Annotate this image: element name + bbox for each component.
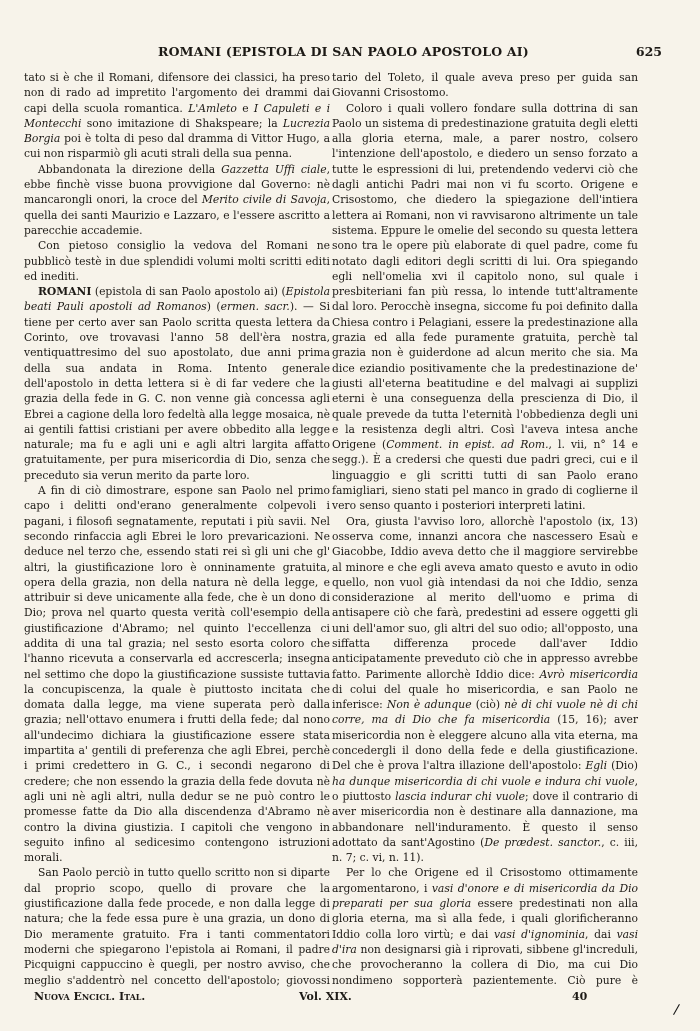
page-footer [24, 990, 624, 1006]
page-number: 625 [635, 44, 662, 59]
entry-headword: ROMANI [38, 285, 92, 299]
paragraph: tario del Toleto, il quale aveva preso per guida san Giovanni Crisostomo. [332, 71, 638, 100]
paragraph: Abbandonata la direzione della Gazzetta Uffi ciale, ebbe finchè visse buona provvigione dal Governo: nè mancarongli onori, la croce del Merito civile di Savoja, quella dei santi Maurizio e Lazzaro, e l'essere ascritto a parecchie accademie. [24, 162, 330, 237]
header-title: ROMANI (EPISTOLA DI SAN PAOLO APOSTOLO AI) [158, 44, 529, 59]
left-column [24, 70, 330, 988]
paragraph: A fin di ciò dimostrare, espone san Paolo nel primo capo i delitti ond'erano generalmente colpevoli i pagani, i filosofi segnatamente, reputati i più savii. Nel secondo rinfaccia agli Ebrei le loro prevaricazioni. Ne deduce nel terzo che, essendo stati rei sì gli uni che gl' altri, la giustificazione loro è onninamente gratuita, opera della grazia, non della natura nè della legge, e attribuir si deve unicamente alla fede, che è un dono di Dio; prova nel quarto questa verità coll'esempio della giustificazione d'Abramo; nel quinto l'eccellenza ci addita di una tal grazia; nel sesto esorta coloro che l'hanno ricevuta a conservarla ed accrescerla; insegna nel settimo che dopo la giustificazione sussiste tuttavia la concupiscenza, la quale è piuttosto incitata che domata dalla legge, ma viene superata però dalla grazia; nell'ottavo enumera i frutti della fede; dal nono all'undecimo dichiara la giustificazione essere stata impartita a' gentili di preferenza che agli Ebrei, perchè i primi credettero in G. C., i secondi negarono di credere; che non essendo la grazia della fede dovuta nè agli uni nè agli altri, nulla dedur se ne può contro le promesse fatte da Dio alla discendenza d'Abramo nè contro la divina giustizia. I capitoli che vengono in seguito infino al sedicesimo contengono istruzioni morali. [24, 484, 330, 865]
paragraph: San Paolo perciò in tutto quello scritto non si diparte dal proprio scopo, quello di provare che la giustificazione dalla fede procede, e non dalla legge di natura; che la fede essa pure è una grazia, un dono di Dio meramente gratuito. Fra i tanti commentatori moderni che spiegarono l'epistola ai Romani, il padre Picquigni cappuccino è quegli, per nostro avviso, che meglio s'addentrò nel concetto dell'apostolo; giovossi [24, 866, 330, 987]
paragraph: Ora, giusta l'avviso loro, allorchè l'apostolo (ix, 13) osserva come, innanzi ancora che nascessero Esaù e Giacobbe, Iddio aveva detto che il maggiore servirebbe al minore e che egli aveva amato questo e avuto in odio quello, non vuol già intendasi da noi che Iddio, senza considerazione al merito dell'uomo e prima di antisapere ciò che farà, predestini ad essere oggetti gli uni dell'amor suo, gli altri del suo odio; all'opposto, una siffatta differenza procede dall'aver Iddio anticipatamente preveduto ciò che in appresso avrebbe fatto. Parimente allorchè Iddio dice: Avrò misericordia di colui del quale ho misericordia, e san Paolo ne inferisce: Non è adunque (ciò) nè di chi vuole nè di chi corre, ma di Dio che fa misericordia (15, 16); aver misericordia non è eleggere alcuno alla vita eterna, ma concedergli il dono della fede e della giustificazione. Del che è prova l'altra illazione dell'apostolo: Egli (Dio) ha dunque misericordia di chi vuole e indura chi vuole, o piuttosto lascia indurar chi vuole; dove il contrario di aver misericordia non è destinare alla dannazione, ma abbandonare nell'induramento. È questo il senso adottato da sant'Agostino (De prædest. sanctor., c. iii, n. 7; c. vi, n. 11). [332, 514, 638, 865]
paragraph: Per lo che Origene ed il Crisostomo ottimamente argomentarono, i vasi d'onore e di misericordia da Dio preparati per sua gloria essere predestinati non alla gloria eterna, ma sì alla fede, i quali glorificheranno Iddio colla loro virtù; e dai vasi d'ignominia, dai vasi d'ira non designarsi già i riprovati, sibbene gl'increduli, che provocheranno la collera di Dio, ma cui Dio nondimeno sopporterà pazientemente. Ciò pure è [332, 866, 638, 987]
paragraph: Con pietoso consiglio la vedova del Romani ne pubblicò testè in due splendidi volumi molti scritti editi ed inediti. [24, 239, 330, 283]
entry-heading-paragraph: ROMANI (epistola di san Paolo apostolo ai) (Epistola beati Pauli apostoli ad Romanos) (ermen. sacr.). — Si tiene per certo aver san Paolo scritta questa lettera da Corinto, ove trovavasi l'anno 58 dell'èra nostra, ventiquattresimo del suo apostolato, due anni prima della sua andata in Roma. Intento generale dell'apostolo in detta lettera si è di far vedere che la grazia della fede in G. C. non venne già concessa agli Ebrei a cagione della loro fedeltà alla legge mosaica, nè ai gentili fattisi cristiani per avere obbedito alla legge naturale; ma fu e agli uni e agli altri largita affatto gratuitamente, per pura misericordia di Dio, senza che preceduto sia verun merito da parte loro. [24, 285, 330, 482]
sheet-number: 40 [572, 990, 588, 1003]
margin-mark: / [672, 1001, 681, 1019]
right-column [332, 70, 638, 988]
running-header [22, 44, 662, 64]
volume-label: Vol. XIX. [299, 990, 352, 1003]
paragraph: tato si è che il Romani, difensore dei classici, ha preso non di rado ad impretito l'argomento dei drammi dai capi della scuola romantica. L'Amleto e I Capuleti e i Montecchi sono imitazione di Shakspeare; la Lucrezia Borgia poi è tolta di peso dal dramma di Vittor Hugo, a cui non risparmiò gli acuti strali della sua penna. [24, 71, 330, 161]
publication-name: Nuova Encicl. Ital. [34, 990, 146, 1003]
paragraph: Coloro i quali vollero fondare sulla dottrina di san Paolo un sistema di predestinazione gratuita degli eletti alla gloria eterna, male, a parer nostro, colsero l'intenzione dell'apostolo, e diedero un senso forzato a tutte le espressioni di lui, pretendendo vedervi ciò che dagli antichi Padri mai non vi fu scorto. Origene e Crisostomo, che diedero la spiegazione dell'intiera lettera ai Romani, non vi ravvisarono altrimente un tale sistema. Eppure le omelie del secondo su questa lettera sono tra le opere più elaborate di quel padre, come fu notato dagli editori degli scritti di lui. Ora spiegando egli nell'omelia xvi il capitolo nono, sul quale i presbiteriani fan più ressa, lo intende tutt'altramente dal loro. Perocchè insegna, siccome fu poi definito dalla Chiesa contro i Pelagiani, essere la predestinazione alla grazia ed alla fede puramente gratuita, perchè tal grazia non è guiderdone ad alcun merito che sia. Ma dice eziandio positivamente che la predestinazione de' giusti all'eterna beatitudine e del malvagi ai supplizi eterni è una conseguenza della prescienza di Dio, il quale prevede da tutta l'eternità l'obbedienza degli uni e la resistenza degli altri. Così l'aveva intesa anche Origene (Comment. in epist. ad Rom., l. vii, n° 14 e segg.). È a credersi che questi due padri greci, cui e il linguaggio e gli scritti tutti di san Paolo erano famigliari, sieno stati pel manco in grado di coglierne il vero senso quanto i posteriori interpreti latini. [332, 101, 638, 513]
